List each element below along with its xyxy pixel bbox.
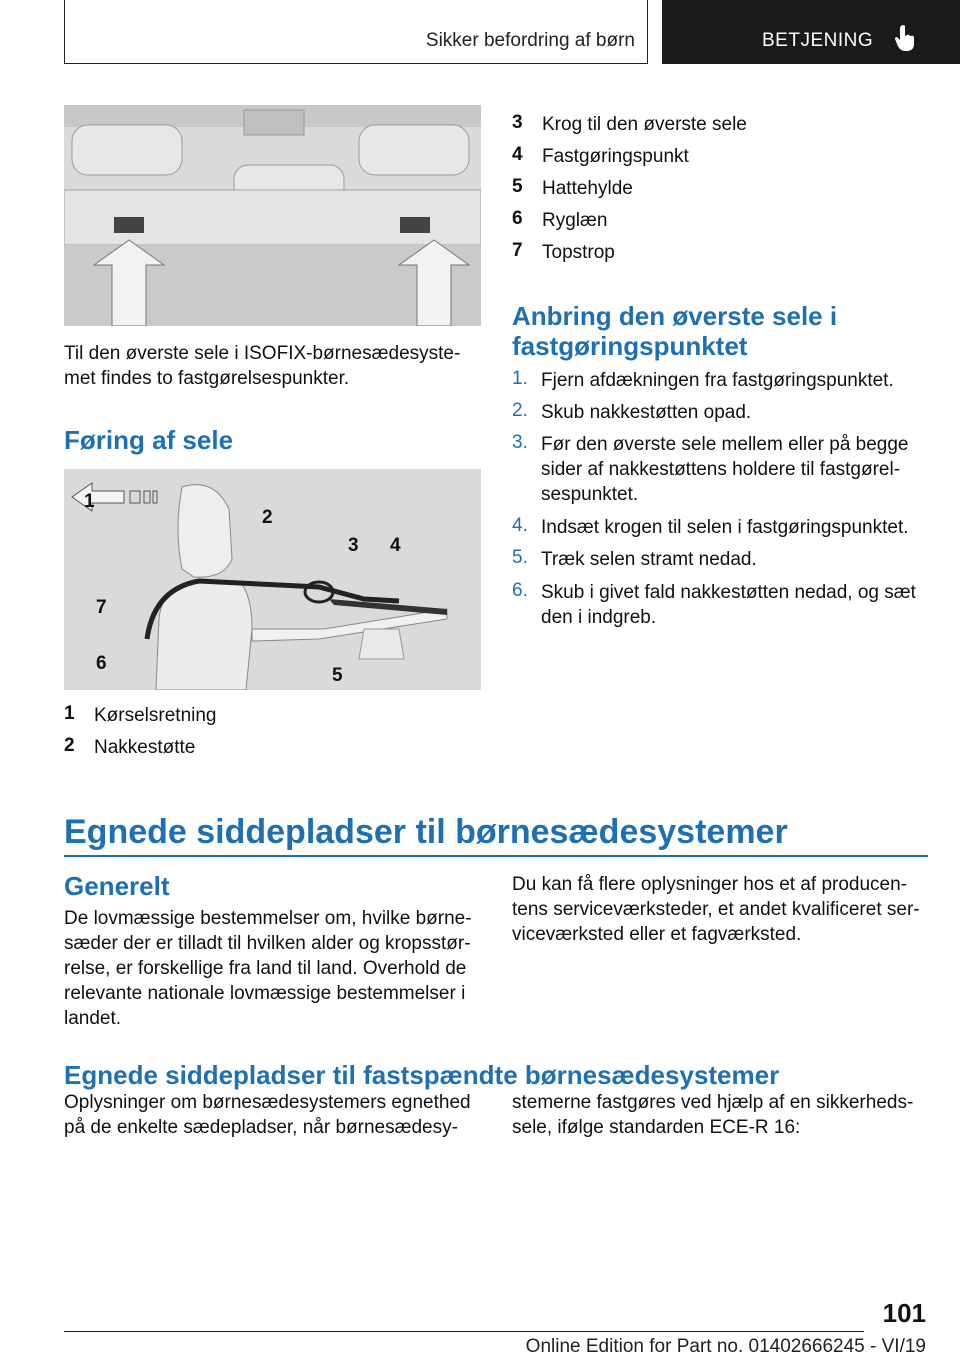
header-section-title: Sikker befordring af børn xyxy=(425,30,635,51)
section-divider xyxy=(64,855,928,857)
figure-label-1: 1 xyxy=(84,491,95,512)
step-line: Før den øverste sele mellem eller på begge xyxy=(541,434,909,455)
header-chapter-title: BETJENING xyxy=(762,30,874,51)
step-number: 2. xyxy=(512,400,528,421)
legend-text: Krog til den øverste sele xyxy=(542,114,747,135)
header-section-box xyxy=(64,0,648,64)
legend-number: 7 xyxy=(512,240,523,261)
legend-number: 3 xyxy=(512,112,523,133)
step-number: 1. xyxy=(512,368,528,389)
heading-line: fastgøringspunktet xyxy=(512,331,748,361)
legend-number: 4 xyxy=(512,144,523,165)
legend-text: Hattehylde xyxy=(542,178,633,199)
step-number: 6. xyxy=(512,580,528,601)
step-line: Indsæt krogen til selen i fastgøringspunktet. xyxy=(541,517,909,538)
caption-line: Til den øverste sele i ISOFIX-børnesædesyste- xyxy=(64,343,461,364)
paragraph-line: på de enkelte sædepladser, når børnesædesy- xyxy=(64,1117,458,1138)
paragraph-line: relevante nationale lovmæssige bestemmelser i xyxy=(64,983,466,1004)
heading-fastspaendte: Egnede siddepladser til fastspændte børnesædesystemer xyxy=(64,1060,780,1090)
figure-label-2: 2 xyxy=(262,507,273,528)
generelt-paragraph-right xyxy=(512,872,920,947)
figure-label-7: 7 xyxy=(96,597,107,618)
step-number: 5. xyxy=(512,547,528,568)
legend-text: Fastgøringspunkt xyxy=(542,146,689,167)
step-line: sider af nakkestøttens holdere til fastgørel- xyxy=(541,459,901,480)
figure-label-4: 4 xyxy=(390,535,401,556)
step-text xyxy=(541,515,909,540)
fastspaendte-paragraph-right xyxy=(512,1090,913,1140)
header-chapter-box xyxy=(662,0,960,64)
step-text xyxy=(541,368,894,393)
step-text xyxy=(541,432,909,507)
paragraph-line: sele, ifølge standarden ECE-R 16: xyxy=(512,1117,801,1138)
paragraph-line: viceværksted eller et fagværksted. xyxy=(512,924,802,945)
legend-number: 6 xyxy=(512,208,523,229)
figure-isofix-anchors xyxy=(64,105,481,326)
figure-label-3: 3 xyxy=(348,535,359,556)
paragraph-line: De lovmæssige bestemmelser om, hvilke børne- xyxy=(64,908,472,929)
pointing-hand-icon xyxy=(894,24,916,52)
step-number: 3. xyxy=(512,432,528,453)
paragraph-line: landet. xyxy=(64,1008,122,1029)
rear-seat-illustration xyxy=(64,105,481,326)
belt-routing-illustration xyxy=(64,469,481,690)
caption-line: met findes to fastgørelsespunkter. xyxy=(64,368,350,389)
paragraph-line: stemerne fastgøres ved hjælp af en sikkerheds- xyxy=(512,1092,914,1113)
step-line: Træk selen stramt nedad. xyxy=(541,549,757,570)
step-line: sespunktet. xyxy=(541,484,639,505)
paragraph-line: Du kan få flere oplysninger hos et af producen- xyxy=(512,874,908,895)
paragraph-line: Oplysninger om børnesædesystemers egnethed xyxy=(64,1092,471,1113)
step-number: 4. xyxy=(512,515,528,536)
heading-egnede-siddepladser: Egnede siddepladser til børnesædesystemer xyxy=(64,813,788,851)
footer-edition: Online Edition for Part no. 01402666245 - VI/19 xyxy=(525,1336,926,1357)
figure1-caption xyxy=(64,341,460,391)
step-line: den i indgreb. xyxy=(541,607,657,628)
paragraph-line: relse, er forskellige fra land til land. Overhold de xyxy=(64,958,467,979)
paragraph-line: sæder der er tilladt til hvilken alder og kropsstør- xyxy=(64,933,471,954)
figure-label-5: 5 xyxy=(332,665,343,686)
step-text xyxy=(541,580,916,630)
paragraph-line: tens serviceværksteder, et andet kvalificeret ser- xyxy=(512,899,920,920)
legend-text: Kørselsretning xyxy=(94,705,217,726)
footer-divider xyxy=(64,1331,864,1332)
figure-belt-routing xyxy=(64,469,481,690)
legend-number: 1 xyxy=(64,703,75,724)
page-number: 101 xyxy=(882,1298,926,1328)
step-line: Skub nakkestøtten opad. xyxy=(541,402,752,423)
figure-label-6: 6 xyxy=(96,653,107,674)
step-line: Skub i givet fald nakkestøtten nedad, og sæt xyxy=(541,582,916,603)
heading-line: Anbring den øverste sele i xyxy=(512,301,838,331)
legend-text: Nakkestøtte xyxy=(94,737,196,758)
legend-text: Ryglæn xyxy=(542,210,608,231)
legend-text: Topstrop xyxy=(542,242,615,263)
fastspaendte-paragraph-left xyxy=(64,1090,471,1140)
legend-number: 5 xyxy=(512,176,523,197)
step-text xyxy=(541,400,751,425)
heading-anbring-sele xyxy=(512,301,837,361)
heading-foering-af-sele: Føring af sele xyxy=(64,425,234,455)
generelt-paragraph xyxy=(64,906,472,1031)
step-text xyxy=(541,547,757,572)
step-line: Fjern afdækningen fra fastgøringspunktet. xyxy=(541,370,894,391)
legend-number: 2 xyxy=(64,735,75,756)
heading-generelt: Generelt xyxy=(64,871,170,901)
